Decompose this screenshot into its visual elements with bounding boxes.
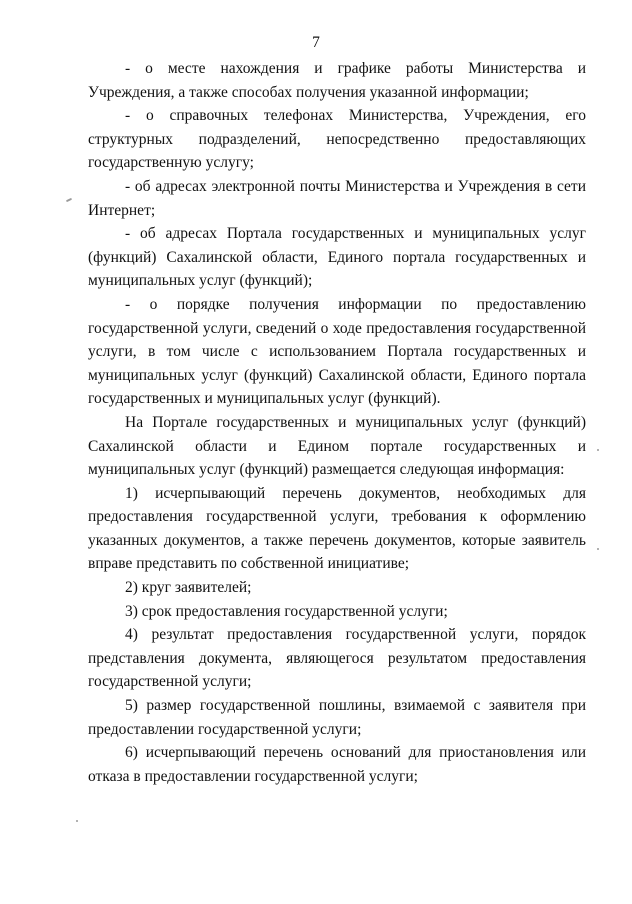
document-body	[88, 57, 586, 788]
scan-speck	[597, 548, 599, 550]
list-item-5: 5) размер государственной пошлины, взимаемой с заявителя при предоставлении государственной услуги;	[88, 697, 586, 738]
list-item-4: 4) результат предоставления государственной услуги, порядок представления документа, являющегося результатом предоставления государственной услуги;	[88, 626, 586, 691]
scan-speck	[66, 198, 72, 202]
scan-speck	[597, 449, 599, 451]
paragraph-portal-information-intro: На Портале государственных и муниципальных услуг (функций) Сахалинской области и Едином портале государственных и муниципальных услуг (функций) размещается следующая информация:	[88, 413, 586, 479]
paragraph-information-procedure: - о порядке получения информации по предоставлению государственной услуги, сведений о ходе предоставления государственной услуги, в том числе с использованием Портала государственных и муниципальных услуг (функций) Сахалинской области, Единого портала государственных и муниципальных услуг (функций).	[88, 295, 586, 408]
paragraph-portal-addresses: - об адресах Портала государственных и муниципальных услуг (функций) Сахалинской области, Единого портала государственных и муниципальных услуг (функций);	[88, 225, 586, 290]
scan-speck	[76, 820, 78, 822]
page-number: 7	[312, 34, 320, 51]
paragraph-reference-phones: - о справочных телефонах Министерства, Учреждения, его структурных подразделений, непосредственно предоставляющих государственную услугу;	[88, 107, 586, 172]
list-item-3: 3) срок предоставления государственной услуги;	[125, 602, 448, 620]
list-item-6: 6) исчерпывающий перечень оснований для приостановления или отказа в предоставлении государственной услуги;	[88, 744, 586, 785]
list-item-1: 1) исчерпывающий перечень документов, необходимых для предоставления государственной услуги, требования к оформлению указанных документов, а также перечень документов, которые заявитель вправе представить по собственной инициативе;	[88, 484, 586, 573]
list-item-2: 2) круг заявителей;	[125, 579, 252, 597]
paragraph-email-addresses: - об адресах электронной почты Министерства и Учреждения в сети Интернет;	[88, 177, 586, 219]
paragraph-location-schedule: - о месте нахождения и графике работы Министерства и Учреждения, а также способах получения указанной информации;	[88, 60, 586, 101]
